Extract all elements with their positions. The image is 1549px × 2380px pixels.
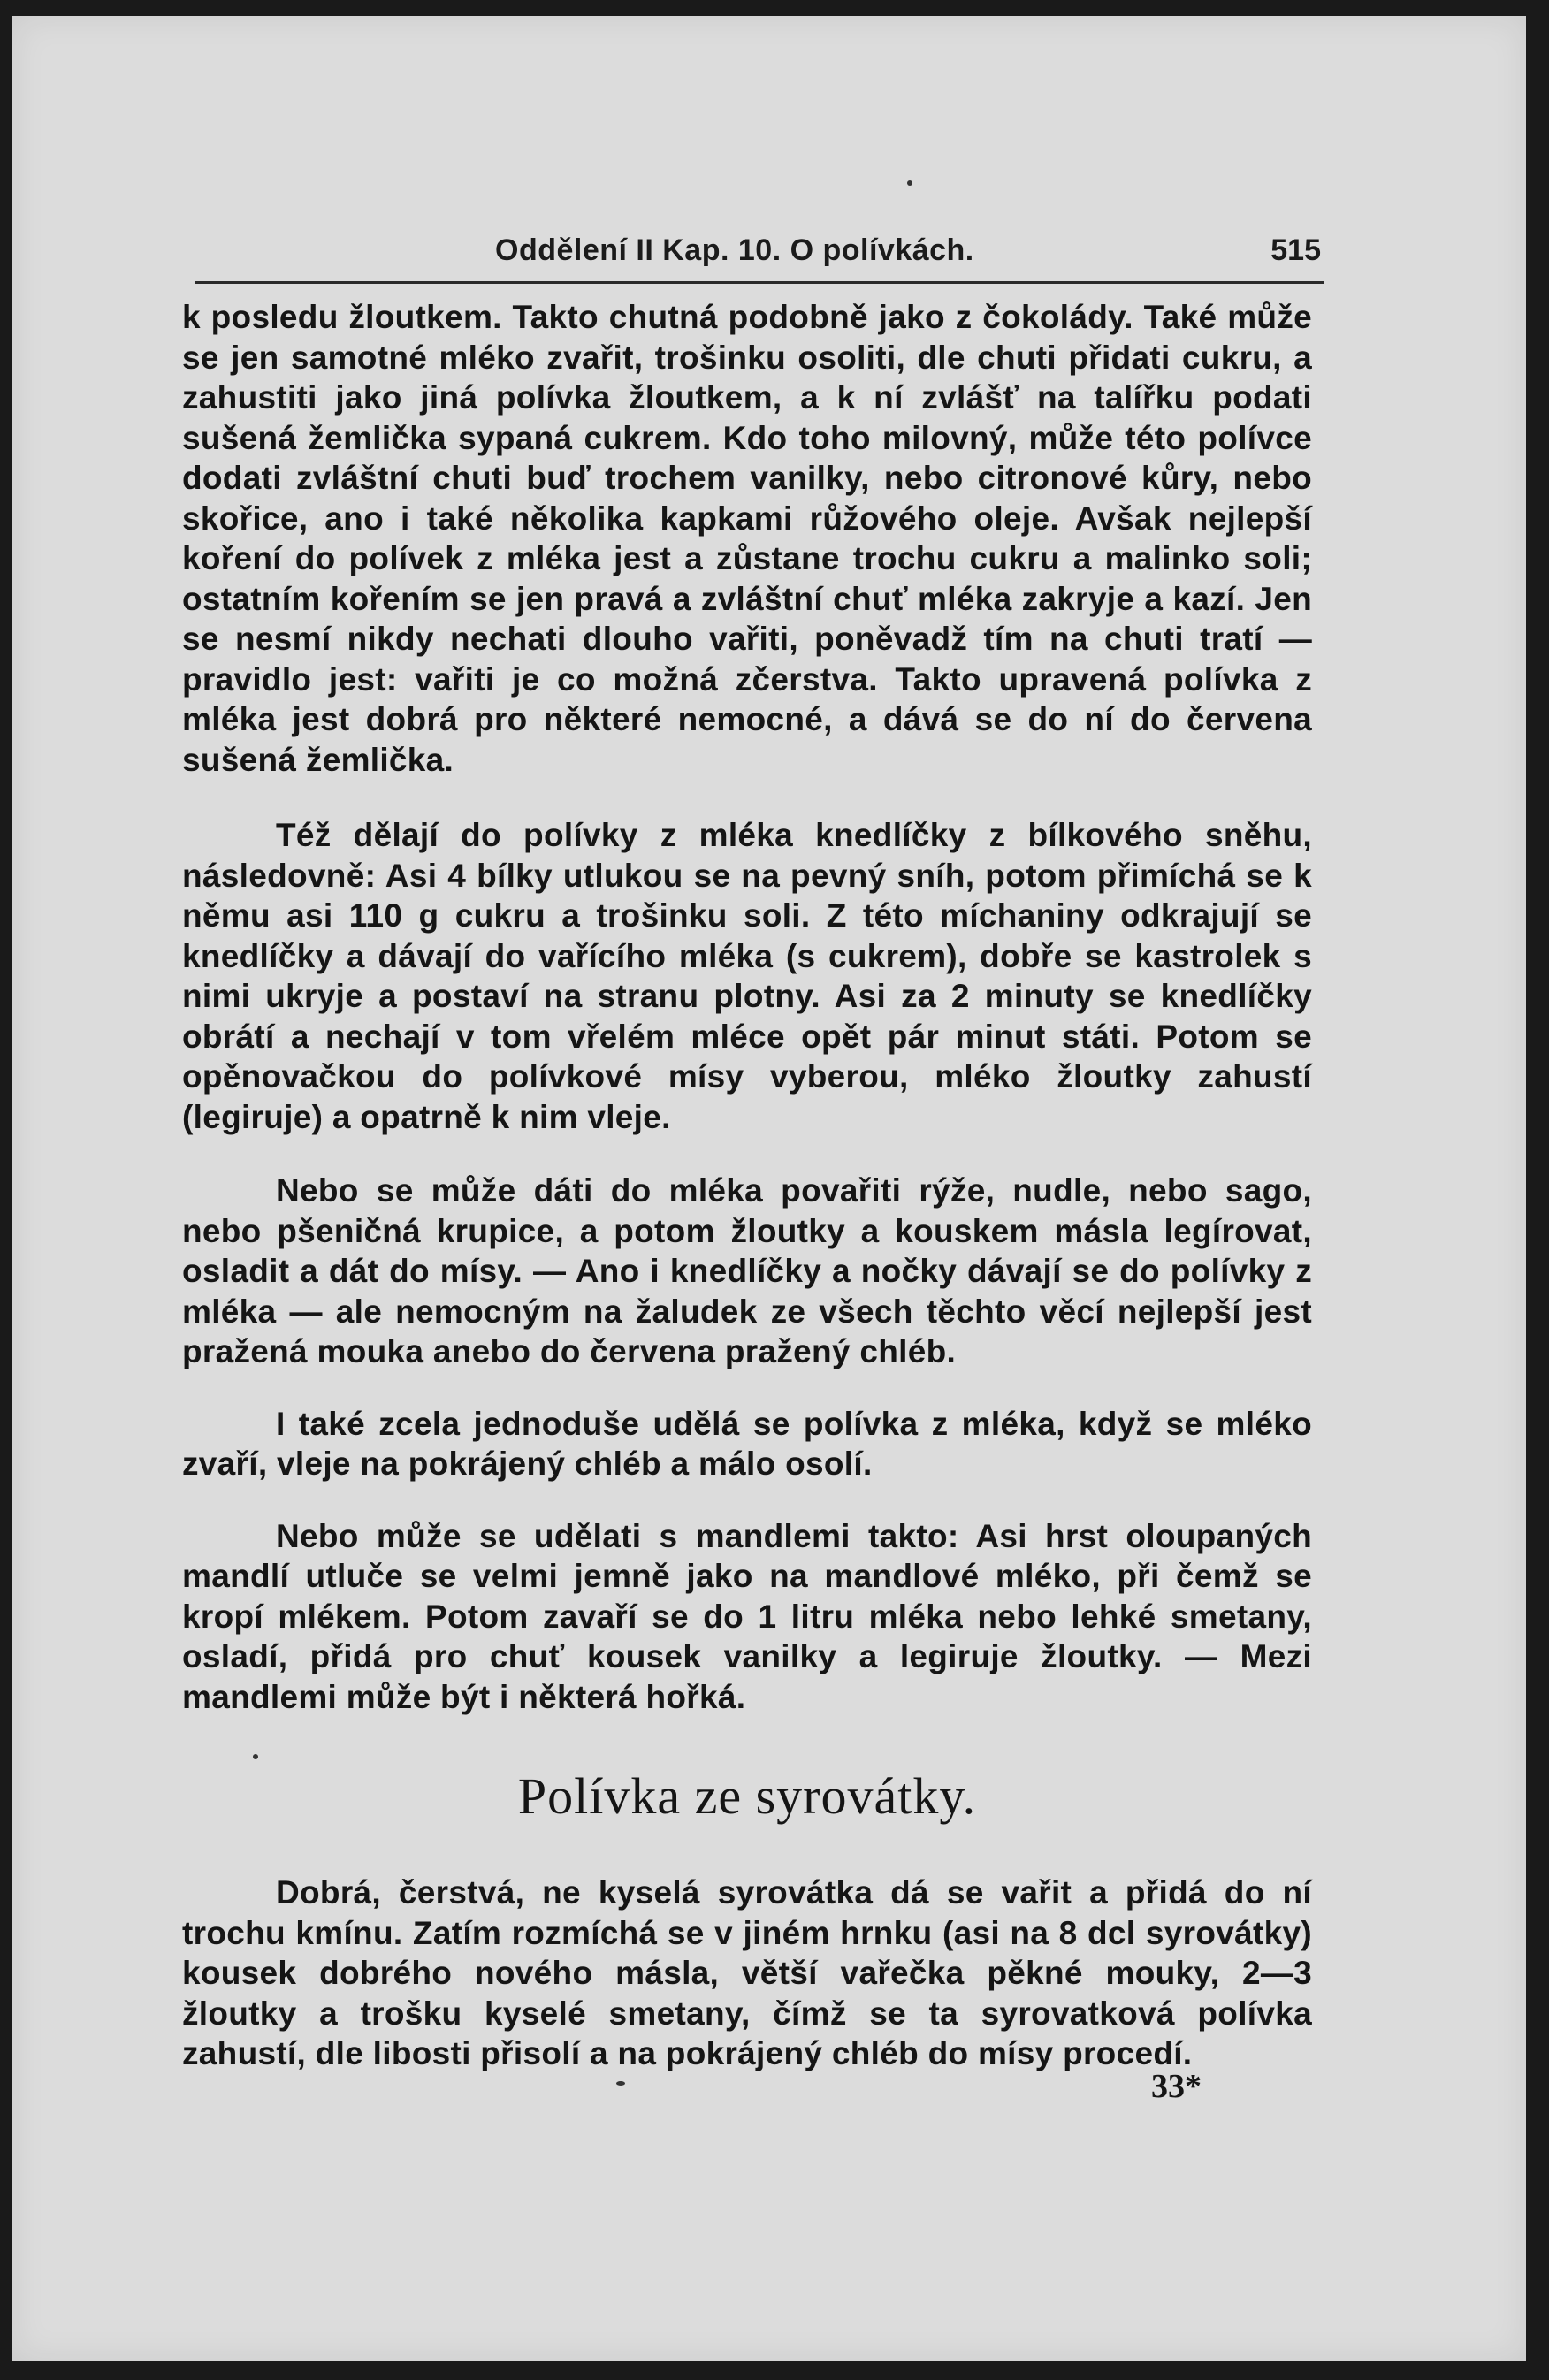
page-number: 515: [1270, 233, 1321, 267]
paragraph: Též dělají do polívky z mléka knedlíčky z bílkového sněhu, následovně: Asi 4 bílky utlukou se na pevný sníh, potom přimíchá se k němu asi 110 g cukru a trošinku soli. Z této míchaniny odkrajují se knedlíčky a dávají do vařícího mléka (s cukrem), dobře se kastrolek s nimi ukryje a postaví na stranu plotny. Asi za 2 minuty se knedlíčky obrátí a nechají v tom vřelém mléce opět pár minut státi. Potom se opěnovačkou do polívkové mísy vyberou, mléko žloutky zahustí (legiruje) a opatrně k nim vleje.: [182, 817, 1312, 1135]
running-title: Oddělení II Kap. 10. O polívkách.: [495, 233, 974, 267]
print-speck: [907, 180, 912, 186]
paragraph: Nebo se může dáti do mléka povařiti rýže, nudle, nebo sago, nebo pšeničná krupice, a potom žloutky a kouskem másla legírovat, osladit a dát do mísy. — Ano i knedlíčky a nočky dávají se do polívky z mléka — ale nemocným na žaludek ze všech těchto věcí nejlepší jest pražená mouka anebo do červena pražený chléb.: [182, 1172, 1312, 1369]
print-speck: [616, 2081, 625, 2086]
paragraph: Dobrá, čerstvá, ne kyselá syrovátka dá se vařit a přidá do ní trochu kmínu. Zatím rozmíchá se v jiném hrnku (asi na 8 dcl syrovátky) kousek dobrého nového másla, větší vařečka pěkné mouky, 2—3 žloutky a trošku kyselé smetany, čímž se ta syrovatková polívka zahustí, dle libosti přisolí a na pokrájený chléb do mísy procedí.: [182, 1874, 1312, 2071]
paragraph: Nebo může se udělati s mandlemi takto: Asi hrst oloupaných mandlí utluče se velmi jemně jako na mandlové mléko, při čemž se kropí mlékem. Potom zavaří se do 1 litru mléka nebo lehké smetany, osladí, přidá pro chuť kousek vanilky a legiruje žloutky. — Mezi mandlemi může být i některá hořká.: [182, 1517, 1312, 1715]
section-heading: Polívka ze syrovátky.: [517, 1767, 977, 1825]
paragraph: I také zcela jednoduše udělá se polívka z mléka, když se mléko zvaří, vleje na pokrájený chléb a málo osolí.: [182, 1405, 1312, 1482]
page-header: [195, 226, 1324, 284]
body-text: [182, 297, 1312, 2074]
signature-mark: 33*: [1151, 2068, 1202, 2105]
paragraph-continued: k posledu žloutkem. Takto chutná podobně jako z čokolády. Také může se jen samotné mléko zvařit, trošinku osoliti, dle chuti přidati cukru, a zahustiti jako jiná polívka žloutkem, a k ní zvlášť na talířku podati sušená žemlička sypaná cukrem. Kdo toho milovný, může této polívce dodati zvláštní chuti buď trochem vanilky, nebo citronové kůry, nebo skořice, ano i také několika kapkami růžového oleje. Avšak nejlepší koření do polívek z mléka jest a zůstane trochu cukru a malinko soli; ostatním kořením se jen pravá a zvláštní chuť mléka zakryje a kazí. Jen se nesmí nikdy nechati dlouho vařiti, poněvadž tím na chuti tratí — pravidlo jest: vařiti je co možná zčerstva. Takto upravená polívka z mléka jest dobrá pro některé nemocné, a dává se do ní do červena sušená žemlička.: [182, 299, 1312, 778]
